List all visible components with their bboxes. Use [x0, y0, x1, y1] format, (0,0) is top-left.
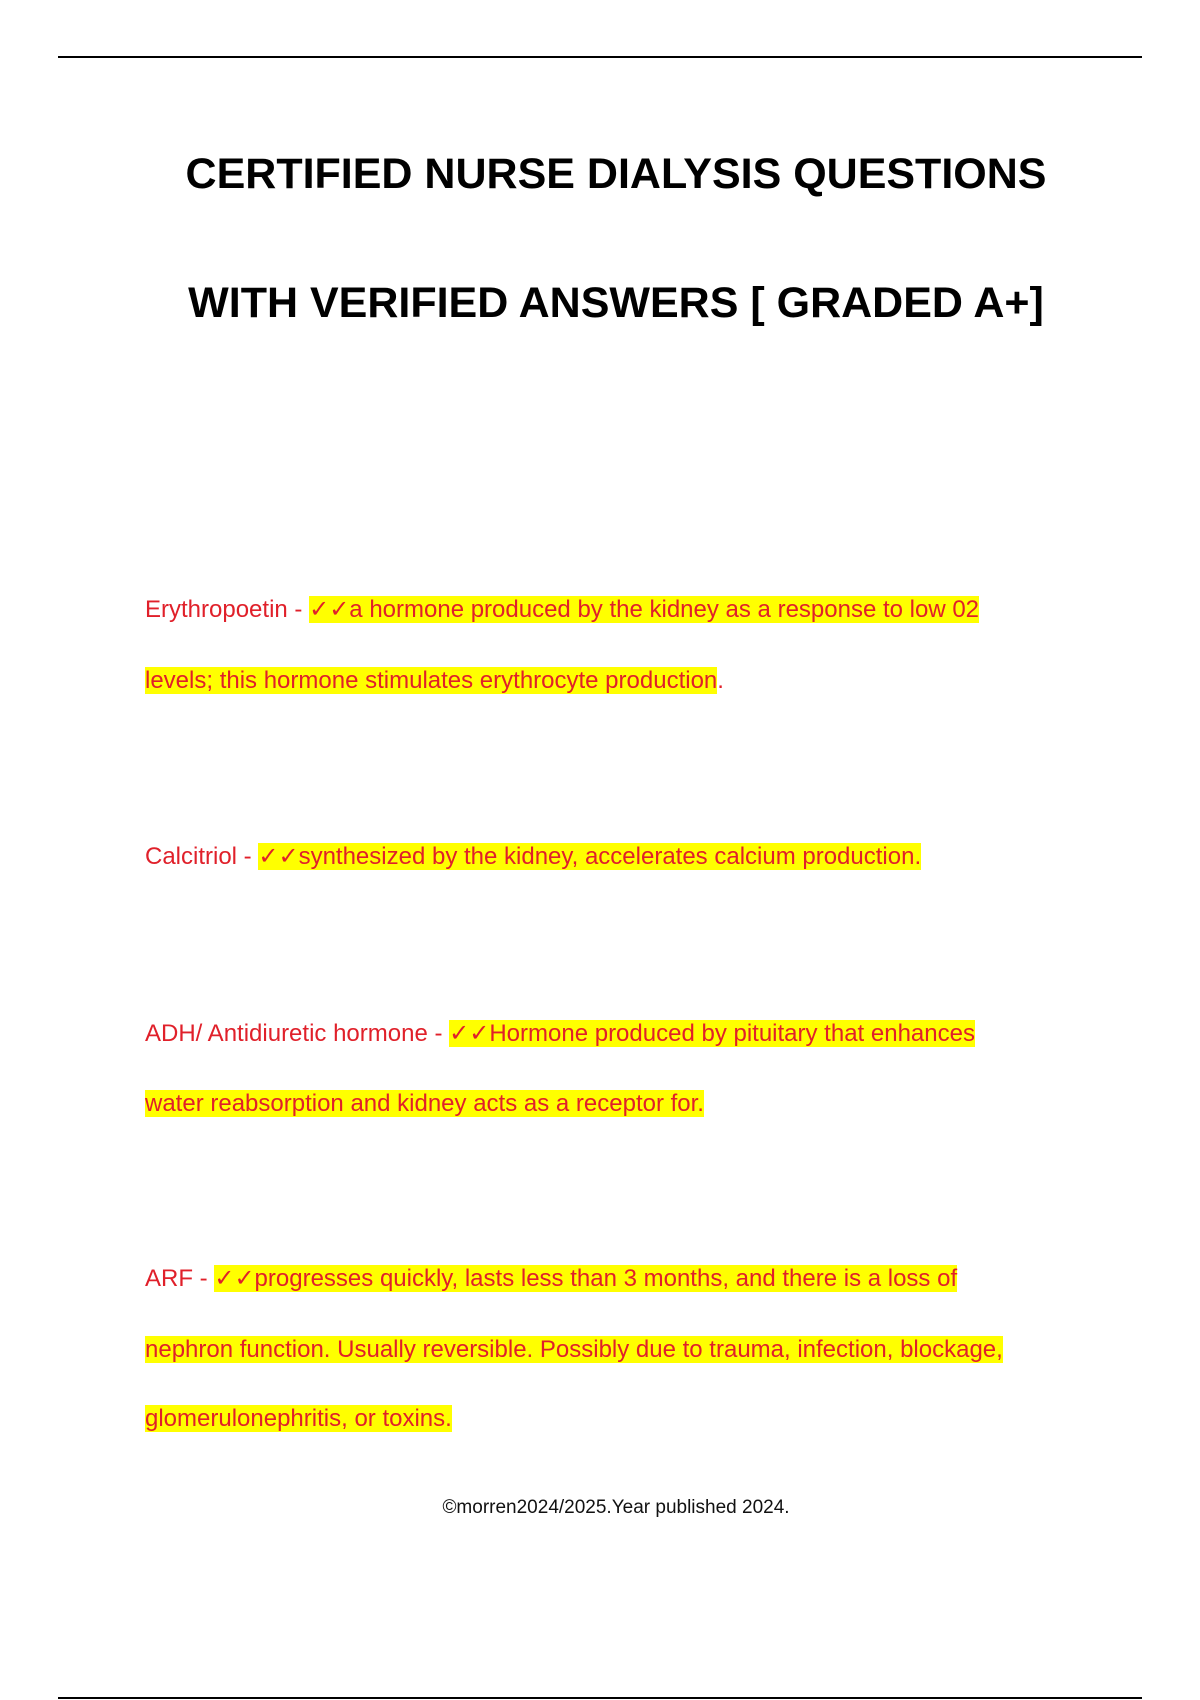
- answer-text: progresses quickly, lasts less than 3 months, and there is a loss of: [254, 1265, 958, 1292]
- answer-highlight: [309, 596, 979, 623]
- double-check-icon: ✓✓: [214, 1264, 255, 1292]
- top-rule: [58, 56, 1142, 58]
- answer-text: a hormone produced by the kidney as a response to low 02: [349, 596, 980, 623]
- double-check-icon: ✓✓: [258, 842, 299, 870]
- entry-term: ARF -: [145, 1265, 215, 1292]
- bottom-rule: [58, 1697, 1142, 1699]
- double-check-icon: ✓✓: [449, 1019, 490, 1047]
- entry-term: ADH/ Antidiuretic hormone -: [145, 1020, 450, 1047]
- entry-line: [145, 1087, 704, 1121]
- answer-text: synthesized by the kidney, accelerates calcium production.: [298, 843, 922, 870]
- answer-highlight: [258, 843, 921, 870]
- entry-line: [145, 1016, 975, 1050]
- answer-highlight: [214, 1265, 957, 1292]
- entry-line: [145, 1261, 957, 1295]
- answer-text: glomerulonephritis, or toxins.: [145, 1405, 452, 1432]
- entry-line: [145, 1333, 1003, 1367]
- answer-text: water reabsorption and kidney acts as a receptor for.: [145, 1090, 704, 1117]
- entry-line: [145, 839, 921, 873]
- answer-text: Hormone produced by pituitary that enhances: [489, 1020, 975, 1047]
- page-title-line-1: CERTIFIED NURSE DIALYSIS QUESTIONS: [185, 150, 1047, 198]
- answer-highlight: [449, 1020, 975, 1047]
- answer-text: levels; this hormone stimulates erythrocyte production: [145, 667, 718, 694]
- copyright-footer: ©morren2024/2025.Year published 2024.: [442, 1497, 790, 1518]
- entry-line: [145, 664, 724, 698]
- answer-trailing: .: [717, 667, 724, 694]
- entry-line: [145, 592, 979, 626]
- answer-text: nephron function. Usually reversible. Possibly due to trauma, infection, blockage,: [145, 1336, 1003, 1363]
- entry-line: [145, 1402, 452, 1436]
- entry-term: Calcitriol -: [145, 843, 259, 870]
- double-check-icon: ✓✓: [309, 595, 350, 623]
- entry-term: Erythropoetin -: [145, 596, 310, 623]
- page-title-line-2: WITH VERIFIED ANSWERS [ GRADED A+]: [188, 279, 1044, 327]
